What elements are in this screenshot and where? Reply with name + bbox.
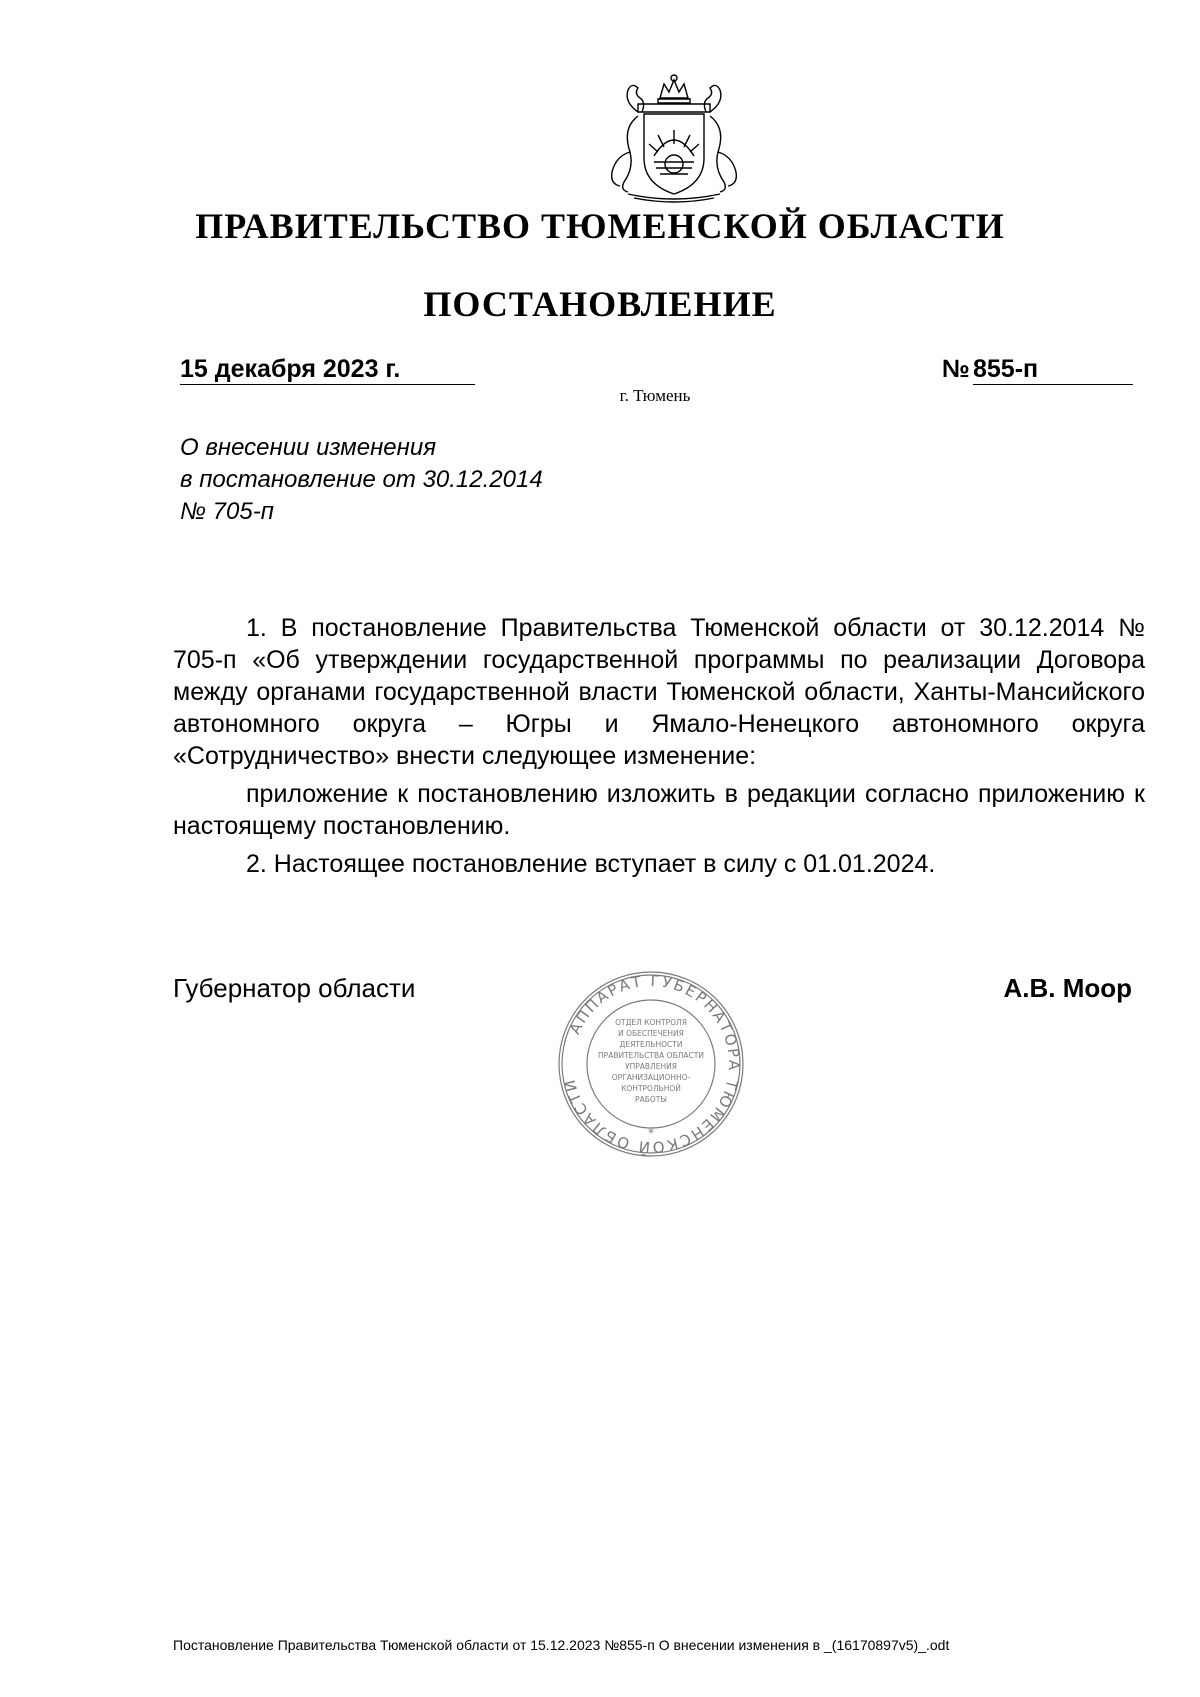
body-paragraph: приложение к постановлению изложить в редакции согласно приложению к настоящему постановлению. — [173, 780, 1145, 840]
signatory-title: Губернатор области — [173, 973, 416, 1003]
document-body — [173, 612, 1145, 880]
seal-inner-line: ДЕЯТЕЛЬНОСТИ — [619, 1040, 683, 1049]
organization-title: ПРАВИТЕЛЬСТВО ТЮМЕНСКОЙ ОБЛАСТИ — [195, 206, 1005, 246]
document-subject — [180, 432, 543, 528]
document-number: 855-п — [973, 354, 1133, 385]
subject-line: № 705-п — [180, 498, 274, 525]
body-paragraph: 2. Настоящее постановление вступает в силу с 01.01.2024. — [246, 850, 936, 878]
seal-inner-line: И ОБЕСПЕЧЕНИЯ — [618, 1029, 684, 1038]
signatory-name: А.В. Моор — [1003, 973, 1132, 1003]
official-seal-stamp — [556, 969, 746, 1159]
seal-inner-line: ОТДЕЛ КОНТРОЛЯ — [615, 1018, 687, 1027]
seal-inner-line: РАБОТЫ — [635, 1095, 667, 1104]
coat-of-arms-icon — [594, 72, 754, 204]
seal-ring-text: АППАРАТ ГУБЕРНАТОРА ТЮМЕНСКОЙ ОБЛАСТИ — [560, 971, 744, 1157]
document-type: ПОСТАНОВЛЕНИЕ — [423, 284, 777, 324]
seal-inner-line: ПРАВИТЕЛЬСТВА ОБЛАСТИ — [598, 1051, 704, 1060]
subject-line: в постановление от 30.12.2014 — [180, 466, 543, 493]
svg-text:*: * — [648, 1126, 654, 1140]
seal-inner-line: КОНТРОЛЬНОЙ — [621, 1084, 681, 1093]
seal-inner-line: УПРАВЛЕНИЯ — [625, 1062, 677, 1071]
number-label: № — [942, 355, 970, 383]
body-paragraph: 1. В постановление Правительства Тюменской области от 30.12.2014 № 705-п «Об утверждении государственной программы по реализации Договора между органами государственной власти Тюменской области, Ханты-Мансийского автономного округа – Югры и Ямало-Ненецкого автономного округа «Сотрудничество» внести следующее изменение: — [173, 614, 1145, 770]
city: г. Тюмень — [619, 386, 691, 405]
seal-inner-line: ОРГАНИЗАЦИОННО- — [611, 1073, 691, 1082]
footer-file-reference: Постановление Правительства Тюменской области от 15.12.2023 №855-п О внесении изменения в _(16170897v5)_.odt — [173, 1637, 950, 1653]
subject-line: О внесении изменения — [180, 434, 437, 461]
document-date: 15 декабря 2023 г. — [180, 354, 475, 385]
